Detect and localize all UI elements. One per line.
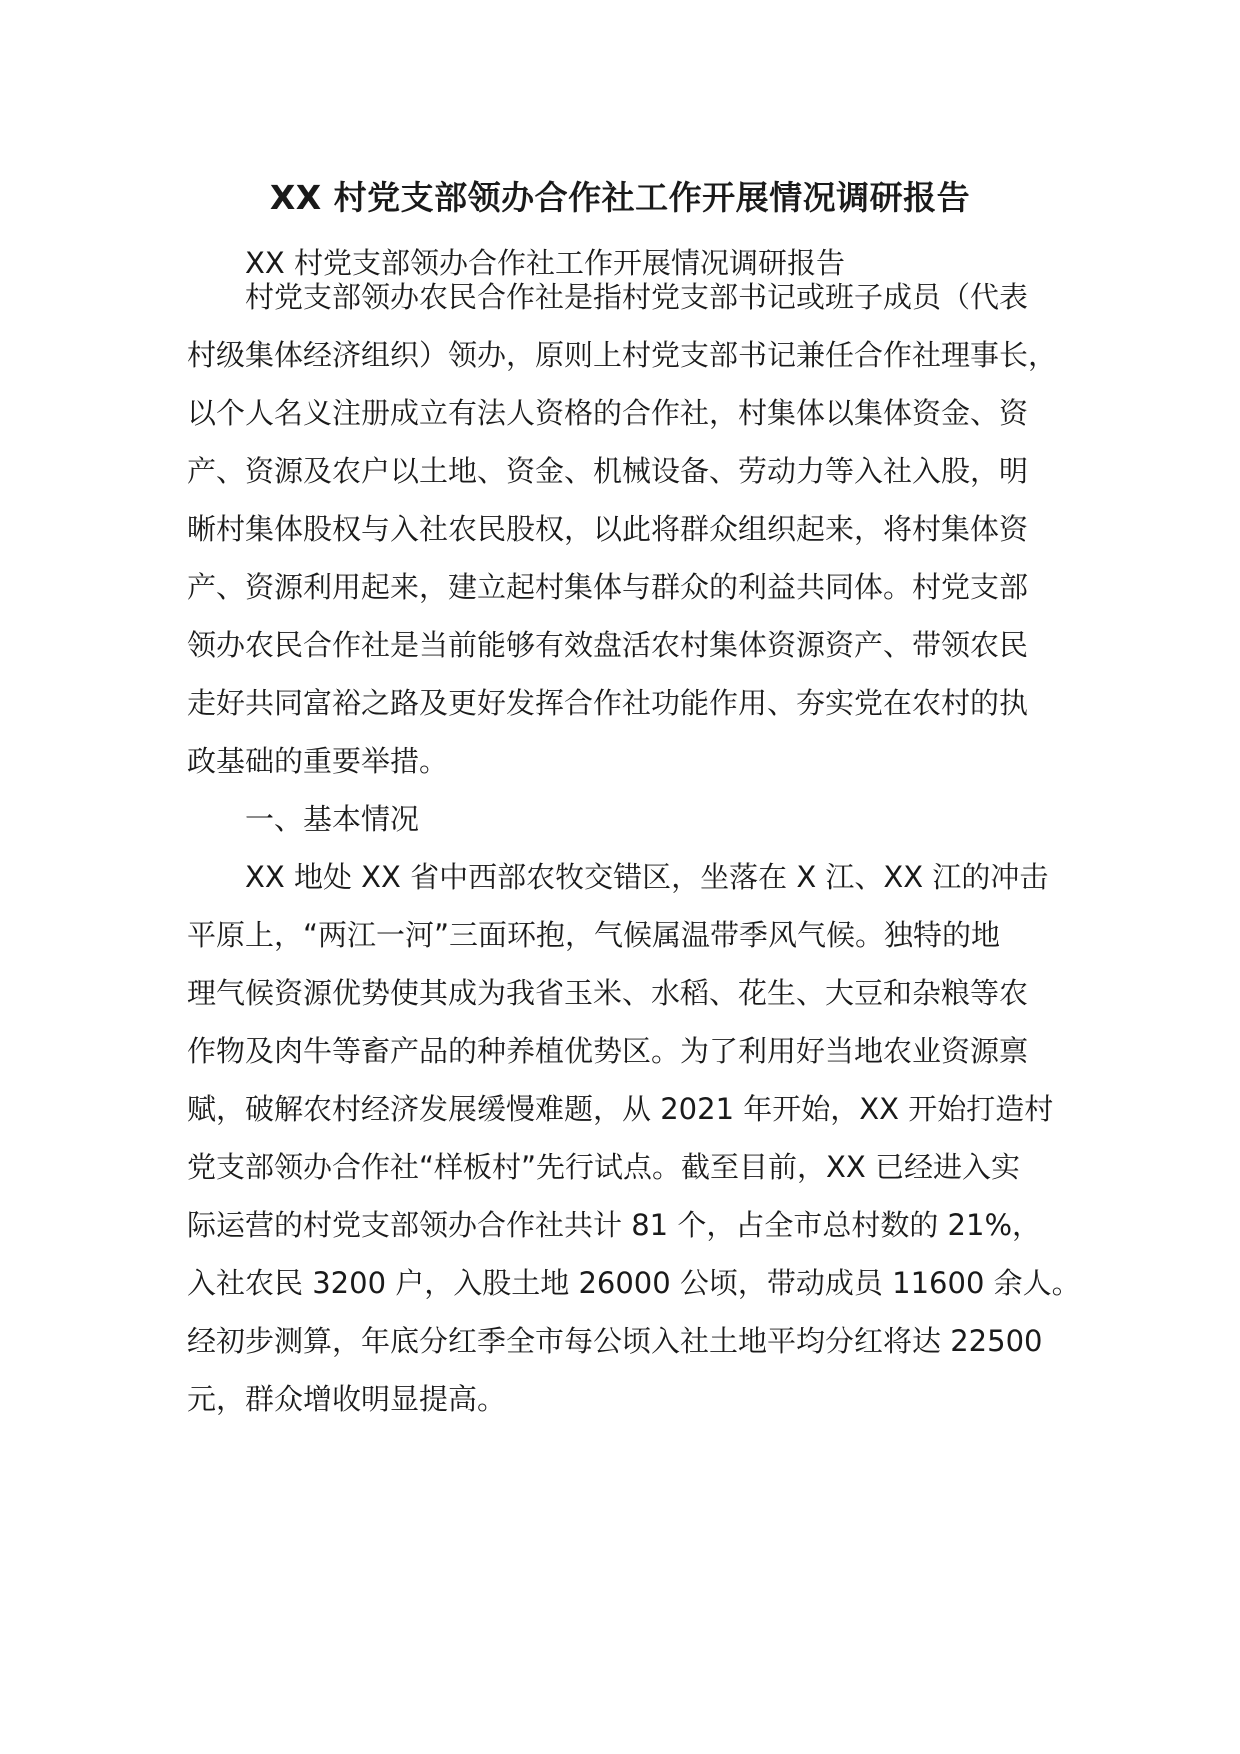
- section-paragraph-line: XX 地处 XX 省中西部农牧交错区，坐落在 X 江、XX 江的冲击: [245, 860, 1049, 894]
- intro-paragraph-line: 政基础的重要举措。: [187, 744, 449, 778]
- intro-paragraph-line: 村党支部领办农民合作社是指村党支部书记或班子成员（代表: [245, 280, 1029, 314]
- intro-paragraph-line: 晰村集体股权与入社农民股权，以此将群众组织起来，将村集体资: [187, 512, 1029, 546]
- section-paragraph-line: 党支部领办合作社“样板村”先行试点。截至目前，XX 已经进入实: [187, 1150, 1021, 1184]
- section-paragraph-line: 入社农民 3200 户，入股土地 26000 公顷，带动成员 11600 余人。: [187, 1266, 1081, 1300]
- section-paragraph-line: 际运营的村党支部领办合作社共计 81 个，占全市总村数的 21%，: [187, 1208, 1042, 1242]
- section-paragraph-line: 赋，破解农村经济发展缓慢难题，从 2021 年开始，XX 开始打造村: [187, 1092, 1054, 1126]
- intro-paragraph-line: 领办农民合作社是当前能够有效盘活农村集体资源资产、带领农民: [187, 628, 1029, 662]
- intro-paragraph-line: 走好共同富裕之路及更好发挥合作社功能作用、夯实党在农村的执: [187, 686, 1029, 720]
- section-paragraph-line: 元，群众增收明显提高。: [187, 1382, 507, 1416]
- intro-paragraph-line: 产、资源利用起来，建立起村集体与群众的利益共同体。村党支部: [187, 570, 1029, 604]
- section-paragraph-line: 平原上，“两江一河”三面环抱，气候属温带季风气候。独特的地: [187, 918, 1001, 952]
- intro-paragraph-line: 以个人名义注册成立有法人资格的合作社，村集体以集体资金、资: [187, 396, 1029, 430]
- report-subtitle-line: XX 村党支部领办合作社工作开展情况调研报告: [245, 246, 845, 280]
- section-heading: 一、基本情况: [245, 802, 420, 836]
- intro-paragraph-line: 村级集体经济组织）领办，原则上村党支部书记兼任合作社理事长，: [187, 338, 1058, 372]
- section-paragraph-line: 作物及肉牛等畜产品的种养植优势区。为了利用好当地农业资源禀: [187, 1034, 1029, 1068]
- intro-paragraph-line: 产、资源及农户以土地、资金、机械设备、劳动力等入社入股，明: [187, 454, 1029, 488]
- section-paragraph-line: 经初步测算，年底分红季全市每公顷入社土地平均分红将达 22500: [187, 1324, 1043, 1358]
- section-paragraph-line: 理气候资源优势使其成为我省玉米、水稻、花生、大豆和杂粮等农: [187, 976, 1029, 1010]
- document-title: XX 村党支部领办合作社工作开展情况调研报告: [269, 178, 971, 217]
